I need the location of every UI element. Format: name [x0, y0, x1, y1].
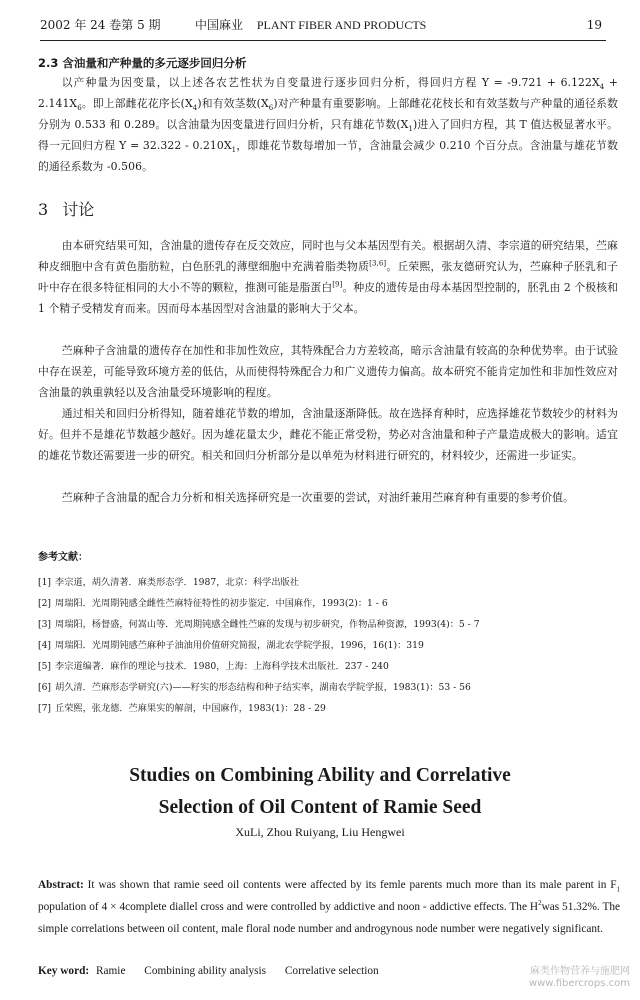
english-keywords: [38, 965, 395, 977]
journal-name-cn: 中国麻业: [195, 18, 244, 32]
keyword: Combining ability analysis: [144, 965, 267, 977]
keyword: Correlative selection: [284, 965, 379, 977]
section-heading-discussion: [38, 197, 94, 220]
english-authors: XuLi, Zhou Ruiyang, Liu Hengwei: [235, 825, 405, 839]
references-title: 参考文献：: [38, 552, 88, 563]
journal-name: [195, 10, 426, 40]
paragraph-regression: 以产种量为因变量，以上述各农艺性状为自变量进行逐步回归分析，得回归方程 $Y = -9.721 + 6.122X_4 + 2.141X_6$。即上部雌花花序长$(X_4)$和有效茎数$(X_6)$对产种量有重要影响。上部雌花花枝长和有效茎数与产种量的通径系数分别为 0.533 和 0.289。以含油量为因变量进行回归分析，只有雄花节数$(X_1)$进入了回归方程，其 T 值达极显著水平。得一元回归方程 $Y = 32.322 - 0.210X_1$，即雄花节数每增加一节，含油量会减少 0.210 个百分点。含油量与雄花节数的通径系数为 -0.506。: [38, 76, 619, 173]
section-number: 3: [38, 200, 49, 219]
reference-item: [7] 丘荣熙，张龙德．苎麻果实的解剖，中国麻作，1983(1)：28 - 29: [38, 703, 326, 714]
watermark-url: www.fibercrops.com: [528, 978, 630, 989]
reference-item: [4] 周瑞阳．光周期钝感苎麻种子油油用价值研究简报，湖北农学院学报，1996，16(1)：319: [38, 640, 424, 651]
reference-item: [2] 周瑞阳．光周期钝感全雌性苎麻特征特性的初步鉴定．中国麻作，1993(2)：1 - 6: [38, 598, 388, 609]
abstract-label: Abstract:: [38, 879, 84, 891]
keyword: Ramie: [95, 965, 126, 977]
page-number: 19: [586, 18, 602, 32]
journal-name-en: PLANT FIBER AND PRODUCTS: [256, 18, 427, 32]
paragraph-discussion-4: 苎麻种子含油量的配合力分析和相关选择研究是一次重要的尝试，对油纤兼用苎麻育种有重要的参考价值。: [61, 491, 574, 504]
running-header: [40, 10, 606, 41]
issue-info: 2002 年 24 卷第 5 期: [40, 18, 161, 32]
english-title-line-1: Studies on Combining Ability and Correlative: [129, 765, 511, 786]
english-title-line-2: Selection of Oil Content of Ramie Seed: [158, 797, 482, 818]
reference-list: [38, 572, 618, 719]
watermark-cn: 麻类作物营养与施肥网: [530, 966, 630, 977]
subsection-title-2-3: 2.3 含油量和产种量的多元逐步回归分析: [38, 56, 247, 70]
english-abstract: Abstract: It was shown that ramie seed oil contents were affected by its femle parents much more than its male parent in $F_1$ population of 4 × 4complete diallel cross and were controlled by addictive and noon - addictive effects. The $H^2was$ 51.32%. The simple correlations between oil content, male floral node number and androgynous node number were negatively significant.: [38, 879, 621, 935]
site-watermark: [510, 966, 630, 990]
section-title: 讨论: [62, 200, 95, 219]
reference-item: [1] 李宗道，胡久清著．麻类形态学．1987，北京：科学出版社: [38, 577, 299, 588]
paragraph-discussion-2: 苎麻种子含油量的遗传存在加性和非加性效应，其特殊配合力方差较高，暗示含油量有较高的杂种优势率。由于试验中存在误差，可能导致环境方差的低估，从而使得特殊配合力和广义遗传力偏高。故本研究不能肯定加性和非加性效应对含油量的孰重孰轻以及含油量受环境影响的程度。: [38, 344, 618, 399]
paragraph-discussion-1: 由本研究结果可知，含油量的遗传存在反交效应，同时也与父本基因型有关。根据胡久清、李宗道的研究结果，苎麻种皮细胞中含有黄色脂肪粒，白色胚乳的薄壁细胞中充满着脂类物质[3,6]。丘荣熙，张友德研究认为，苎麻种子胚乳和子叶中存在很多特征相同的大小不等的颗粒，推测可能是脂蛋白[9]。种皮的遗传是由母本基因型控制的，胚乳由 2 个极核和 1 个精子受精发育而来。因而母本基因型对含油量的影响大于父本。: [38, 239, 618, 315]
reference-item: [6] 胡久清．苎麻形态学研究(六)——籽实的形态结构和种子结实率，湖南农学院学报，1983(1)：53 - 56: [38, 682, 471, 693]
reference-item: [3] 周瑞阳，杨督盛，何嵩山等．光周期钝感全雌性苎麻的发现与初步研究，作物品种资源，1993(4)：5 - 7: [38, 619, 480, 630]
keyword-label: Key word:: [38, 965, 90, 977]
reference-item: [5] 李宗道编著．麻作的理论与技术．1980，上海：上海科学技术出版社．237 - 240: [38, 661, 389, 672]
paragraph-discussion-3: 通过相关和回归分析得知，随着雄花节数的增加，含油量逐渐降低。故在选择育种时，应选择雄花节数较少的材料为好。但并不是雄花节数越少越好。因为雄花量太少，雌花不能正常受粉，势必对含油量和种子产量造成极大的影响。适宜的雄花节数还需要进一步的研究。相关和回归分析部分是以单苑为材料进行研究的，材料较少，还需进一步证实。: [38, 407, 618, 462]
